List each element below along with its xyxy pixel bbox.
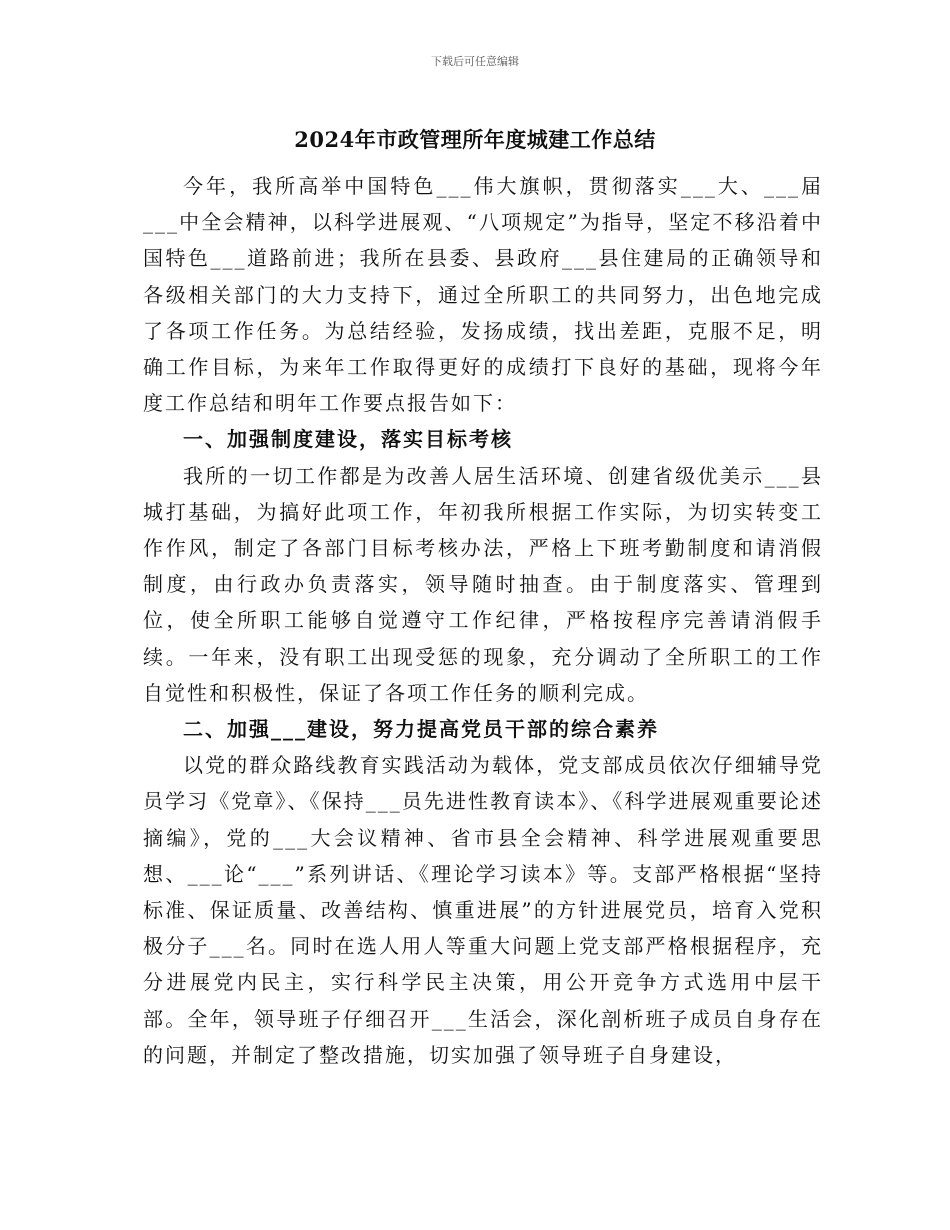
document-body	[143, 168, 823, 1073]
intro-paragraph: 今年，我所高举中国特色___伟大旗帜，贯彻落实___大、___届___中全会精神，以科学进展观、“八项规定”为指导，坚定不移沿着中国特色___道路前进；我所在县委、县政府___县住建局的正确领导和各级相关部门的大力支持下，通过全所职工的共同努力，出色地完成了各项工作任务。为总结经验，发扬成绩，找出差距，克服不足，明确工作目标，为来年工作取得更好的成绩打下良好的基础，现将今年度工作总结和明年工作要点报告如下：	[143, 174, 823, 416]
header-note: 下载后可任意编辑	[431, 55, 519, 68]
page-title: 2024年市政管理所年度城建工作总结	[294, 127, 656, 152]
section-2-heading: 二、加强___建设，努力提高党员干部的综合素养	[183, 717, 659, 742]
section-1-paragraph: 我所的一切工作都是为改善人居生活环境、创建省级优美示___县城打基础，为搞好此项工作，年初我所根据工作实际，为切实转变工作作风，制定了各部门目标考核办法，严格上下班考勤制度和请消假制度，由行政办负责落实，领导随时抽查。由于制度落实、管理到位，使全所职工能够自觉遵守工作纪律，严格按程序完善请消假手续。一年来，没有职工出现受惩的现象，充分调动了全所职工的工作自觉性和积极性，保证了各项工作任务的顺利完成。	[143, 463, 823, 705]
section-1-heading: 一、加强制度建设，落实目标考核	[183, 427, 513, 452]
section-2-paragraph: 以党的群众路线教育实践活动为载体，党支部成员依次仔细辅导党员学习《党章》、《保持___员先进性教育读本》、《科学进展观重要论述摘编》，党的___大会议精神、省市县全会精神、科学进展观重要思想、___论“___”系列讲话、《理论学习读本》等。支部严格根据“坚持标准、保证质量、改善结构、慎重进展”的方针进展党员，培育入党积极分子___名。同时在选人用人等重大问题上党支部严格根据程序，充分进展党内民主，实行科学民主决策，用公开竞争方式选用中层干部。全年，领导班子仔细召开___生活会，深化剖析班子成员自身存在的问题，并制定了整改措施，切实加强了领导班子自身建设，	[143, 753, 823, 1067]
